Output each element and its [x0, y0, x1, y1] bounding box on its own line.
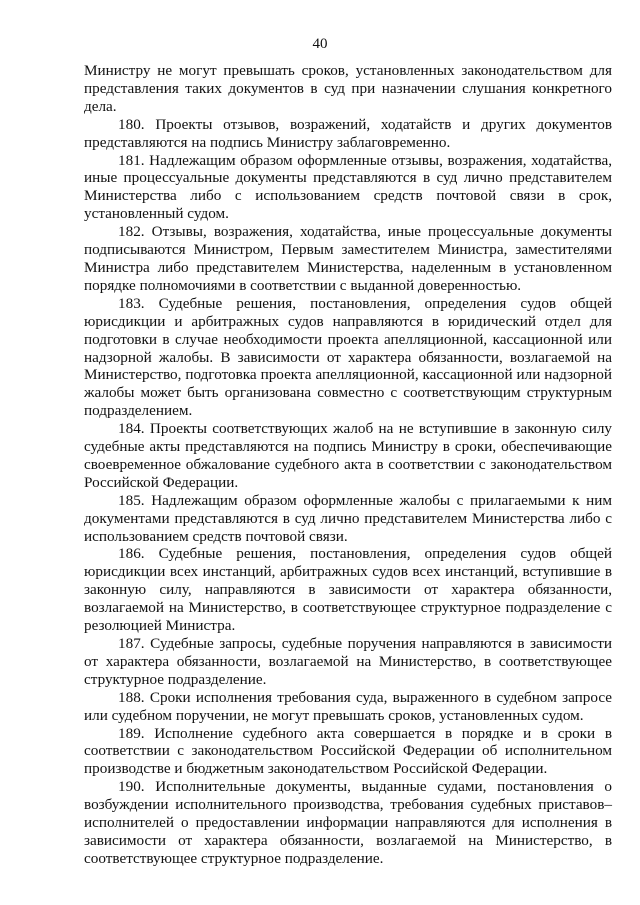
paragraph-186: 186. Судебные решения, постановления, определения судов общей юрисдикции всех инстанций, арбитражных судов всех инстанций, вступившие в законную силу, направляются в зависимости от характера обязанности, возлагаемой на Министерство, в соответствующее структурное подразделение с резолюцией Министра. — [84, 545, 612, 635]
paragraph-continuation: Министру не могут превышать сроков, установленных законодательством для представления таких документов в суд при назначении слушания конкретного дела. — [84, 62, 612, 115]
paragraph-184: 184. Проекты соответствующих жалоб на не вступившие в законную силу судебные акты представляются на подпись Министру в сроки, обеспечивающие своевременное обжалование судебного акта в соответствии с законодательством Российской Федерации. — [84, 420, 612, 491]
paragraph-190: 190. Исполнительные документы, выданные судами, постановления о возбуждении исполнительного производства, требования судебных приставов–исполнителей о предоставлении информации направляются для исполнения в зависимости от характера обязанности, возлагаемой на Министерство, в соответствующее структурное подразделение. — [84, 778, 612, 867]
page-number: 40 — [312, 36, 328, 52]
document-body — [84, 62, 612, 868]
paragraph-185: 185. Надлежащим образом оформленные жалобы с прилагаемыми к ним документами представляются в суд лично представителем Министерства либо с использованием средств почтовой связи. — [84, 491, 612, 545]
paragraph-180: 180. Проекты отзывов, возражений, ходатайств и других документов представляются на подпись Министру заблаговременно. — [84, 115, 612, 151]
paragraph-188: 188. Сроки исполнения требования суда, выраженного в судебном запросе или судебном поручении, не могут превышать сроков, установленных судом. — [84, 688, 612, 724]
paragraph-187: 187. Судебные запросы, судебные поручения направляются в зависимости от характера обязанности, возлагаемой на Министерство, в соответствующее структурное подразделение. — [84, 635, 612, 688]
paragraph-181: 181. Надлежащим образом оформленные отзывы, возражения, ходатайства, иные процессуальные документы представляются в суд лично представителем Министерства либо с использованием средств почтовой связи в срок, установленный судом. — [84, 151, 612, 223]
paragraph-189: 189. Исполнение судебного акта совершается в порядке и в сроки в соответствии с законодательством Российской Федерации об исполнительном производстве и бюджетным законодательством Российской Федерации. — [84, 724, 612, 778]
paragraph-182: 182. Отзывы, возражения, ходатайства, иные процессуальные документы подписываются Министром, Первым заместителем Министра, заместителями Министра либо представителем Министерства, наделенным в установленном порядке полномочиями в соответствии с выданной доверенностью. — [84, 223, 612, 294]
paragraph-183: 183. Судебные решения, постановления, определения судов общей юрисдикции и арбитражных судов направляются в юридический отдел для подготовки в случае необходимости проекта апелляционной, кассационной или надзорной жалобы. В зависимости от характера обязанности, возлагаемой на Министерство, подготовка проекта апелляционной, кассационной или надзорной жалобы может быть организована совместно с соответствующим структурным подразделением. — [84, 294, 612, 420]
